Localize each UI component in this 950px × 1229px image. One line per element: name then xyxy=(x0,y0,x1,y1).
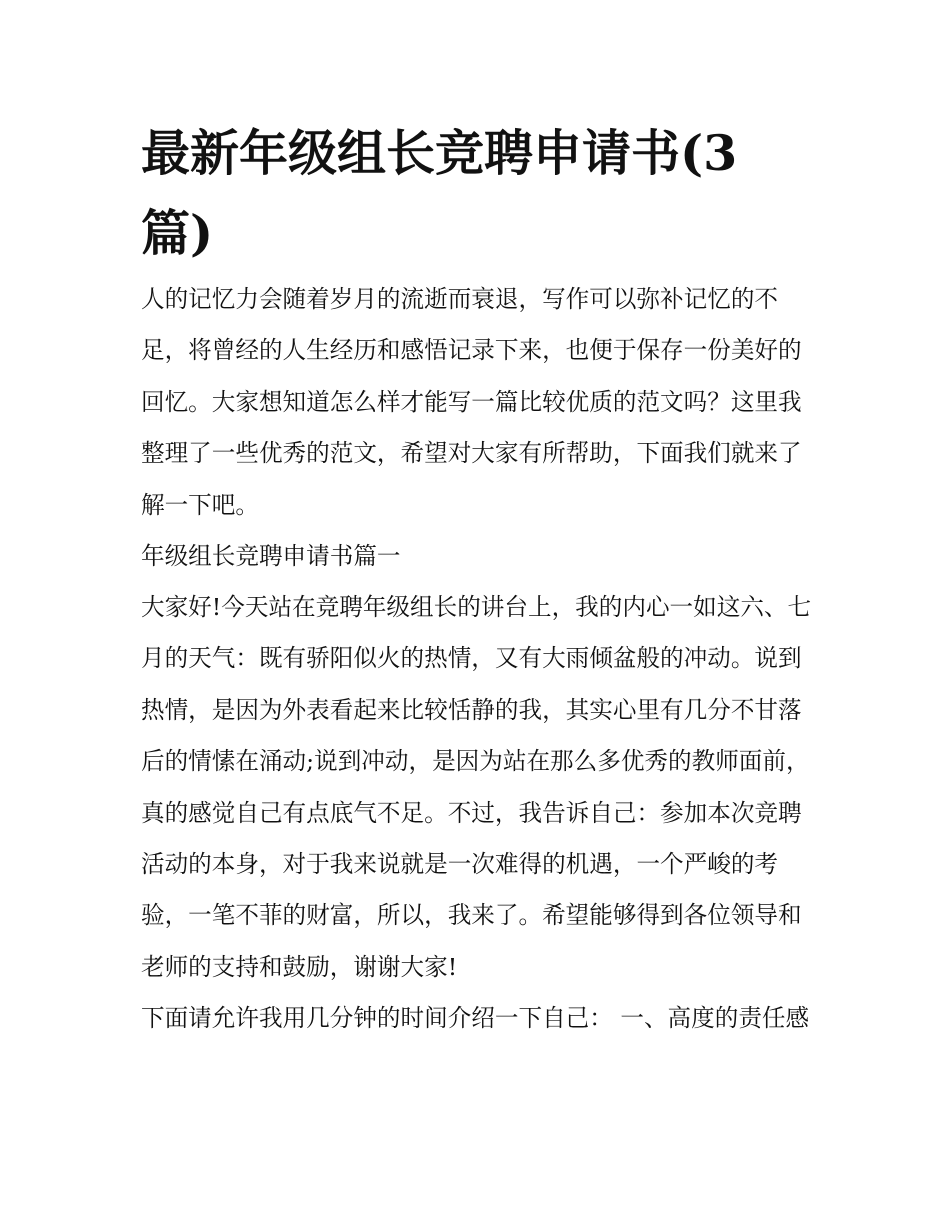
section-heading: 年级组长竞聘申请书篇一 xyxy=(141,542,401,570)
greeting-paragraph: 大家好!今天站在竞聘年级组长的讲台上，我的内心一如这六、七月的天气：既有骄阳似火的热情，又有大雨倾盆般的冲动。说到热情，是因为外表看起来比较恬静的我，其实心里有几分不甘落后的情愫在涌动;说到冲动，是因为站在那么多优秀的教师面前，真的感觉自己有点底气不足。不过，我告诉自己：参加本次竞聘活动的本身，对于我来说就是一次难得的机遇，一个严峻的考验，一笔不菲的财富，所以，我来了。希望能够得到各位领导和老师的支持和鼓励，谢谢大家! xyxy=(141,593,812,981)
self-intro-paragraph: 下面请允许我用几分钟的时间介绍一下自己： 一、高度的责任感 xyxy=(141,1004,810,1032)
page-title: 最新年级组长竞聘申请书(3篇) xyxy=(141,124,738,262)
intro-paragraph: 人的记忆力会随着岁月的流逝而衰退，写作可以弥补记忆的不足，将曾经的人生经历和感悟记录下来，也便于保存一份美好的回忆。大家想知道怎么样才能写一篇比较优质的范文吗？这里我整理了一些优秀的范文，希望对大家有所帮助，下面我们就来了解一下吧。 xyxy=(141,285,802,519)
